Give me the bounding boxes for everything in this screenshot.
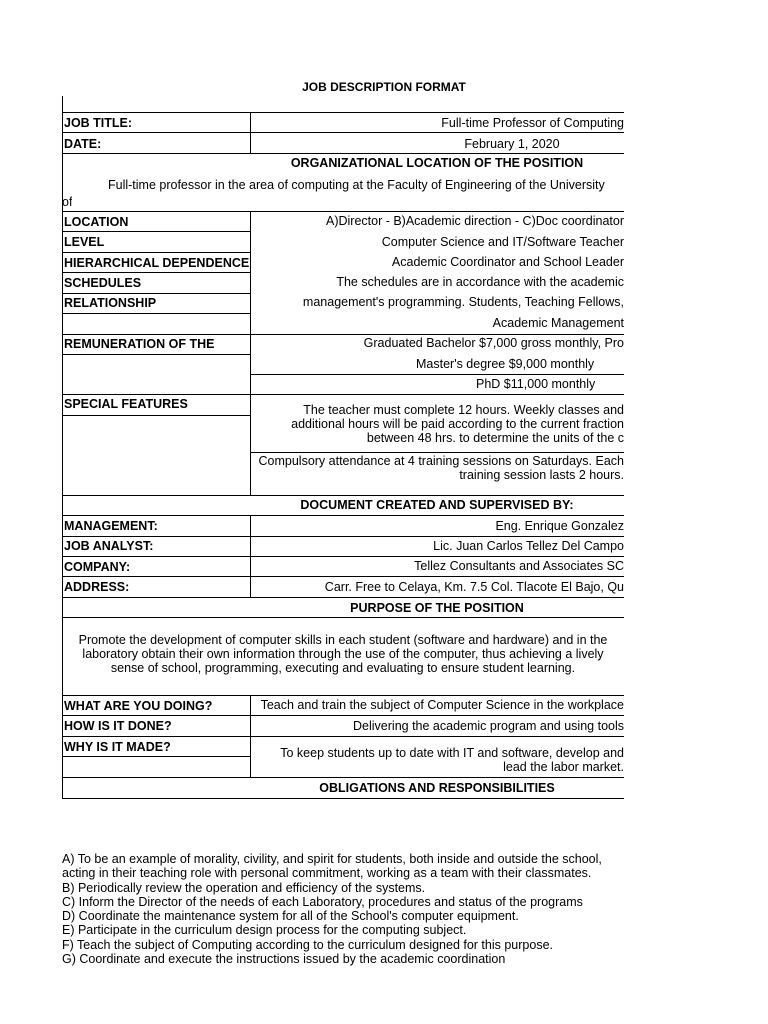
list-item: A) To be an example of morality, civility, and spirit for students, both inside and outside the school,: [62, 852, 602, 866]
org-location-heading: ORGANIZATIONAL LOCATION OF THE POSITION: [290, 156, 584, 170]
purpose-text-3: sense of school, programming, executing and evaluating to ensure student learning.: [110, 661, 576, 675]
obligations-heading: OBLIGATIONS AND RESPONSIBILITIES: [319, 781, 555, 795]
location-label: LOCATION: [64, 215, 129, 229]
hierarchical-label: HIERARCHICAL DEPENDENCE: [64, 256, 250, 270]
special-features-label: SPECIAL FEATURES: [64, 397, 188, 411]
remuneration-masters: Master's degree $9,000 monthly: [416, 357, 595, 371]
how-label: HOW IS IT DONE?: [64, 719, 172, 733]
list-item: B) Periodically review the operation and efficiency of the systems.: [62, 880, 426, 895]
list-item: acting in their teaching role with personal commitment, working as a team with their classmates.: [62, 866, 592, 881]
obligations-list: [62, 852, 628, 966]
schedules-value: The schedules are in accordance with the academic: [336, 275, 624, 289]
relationship-label: RELATIONSHIP: [64, 296, 157, 310]
what-value: Teach and train the subject of Computer Science in the workplace: [260, 698, 624, 712]
special-features-value-5: training session lasts 2 hours.: [459, 468, 624, 482]
what-label: WHAT ARE YOU DOING?: [64, 699, 213, 713]
hierarchical-value: Academic Coordinator and School Leader: [391, 255, 624, 269]
schedules-label: SCHEDULES: [64, 276, 142, 290]
list-item: E) Participate in the curriculum design process for the computing subject.: [62, 923, 467, 938]
location-value: A)Director - B)Academic direction - C)Doc coordinator: [325, 214, 624, 228]
purpose-text-2: laboratory obtain their own information through the use of the computer, thus achieving a lively: [82, 647, 604, 661]
special-features-value-3: between 48 hrs. to determine the units of the c: [366, 431, 624, 445]
management-label: MANAGEMENT:: [64, 519, 158, 533]
why-value-1: To keep students up to date with IT and software, develop and: [280, 746, 624, 760]
list-item: G) Coordinate and execute the instructions issued by the academic coordination: [62, 952, 506, 967]
org-location-text-cont: of: [62, 195, 73, 209]
date-value: February 1, 2020: [464, 137, 560, 151]
purpose-heading: PURPOSE OF THE POSITION: [350, 601, 524, 615]
company-value: Tellez Consultants and Associates SC: [414, 559, 624, 573]
org-location-text: Full-time professor in the area of computing at the Faculty of Engineering of the University: [108, 178, 605, 192]
company-label: COMPANY:: [64, 560, 131, 574]
relationship-value-cont: Academic Management: [492, 316, 624, 330]
document-created-heading: DOCUMENT CREATED AND SUPERVISED BY:: [300, 498, 574, 512]
special-features-value-2: additional hours will be paid according to the current fraction: [291, 417, 624, 431]
address-value: Carr. Free to Celaya, Km. 7.5 Col. Tlacote El Bajo, Qu: [324, 580, 624, 594]
purpose-text-1: Promote the development of computer skills in each student (software and hardware) and in the: [78, 633, 608, 647]
list-item: C) Inform the Director of the needs of each Laboratory, procedures and status of the programs: [62, 894, 583, 909]
remuneration-bachelor: Graduated Bachelor $7,000 gross monthly, Pro: [363, 336, 624, 350]
level-label: LEVEL: [64, 235, 105, 249]
why-label: WHY IS IT MADE?: [64, 740, 171, 754]
management-value: Eng. Enrique Gonzalez: [495, 519, 624, 533]
job-title-label: JOB TITLE:: [64, 116, 133, 130]
special-features-value-4: Compulsory attendance at 4 training sessions on Saturdays. Each: [258, 454, 624, 468]
date-label: DATE:: [64, 137, 102, 151]
special-features-value-1: The teacher must complete 12 hours. Weekly classes and: [303, 403, 624, 417]
page-title: JOB DESCRIPTION FORMAT: [302, 80, 466, 94]
relationship-value: management's programming. Students, Teaching Fellows,: [302, 295, 624, 309]
job-analyst-value: Lic. Juan Carlos Tellez Del Campo: [433, 539, 624, 553]
address-label: ADDRESS:: [64, 580, 130, 594]
remuneration-label: REMUNERATION OF THE: [64, 337, 215, 351]
list-item: F) Teach the subject of Computing according to the curriculum designed for this purpose.: [62, 937, 554, 952]
job-title-value: Full-time Professor of Computing: [441, 116, 624, 130]
job-analyst-label: JOB ANALYST:: [64, 539, 154, 553]
how-value: Delivering the academic program and using tools: [353, 719, 624, 733]
list-item: D) Coordinate the maintenance system for all of the School's computer equipment.: [62, 909, 519, 924]
why-value-2: lead the labor market.: [503, 760, 624, 774]
remuneration-phd: PhD $11,000 monthly: [476, 377, 596, 391]
level-value: Computer Science and IT/Software Teacher: [381, 235, 624, 249]
